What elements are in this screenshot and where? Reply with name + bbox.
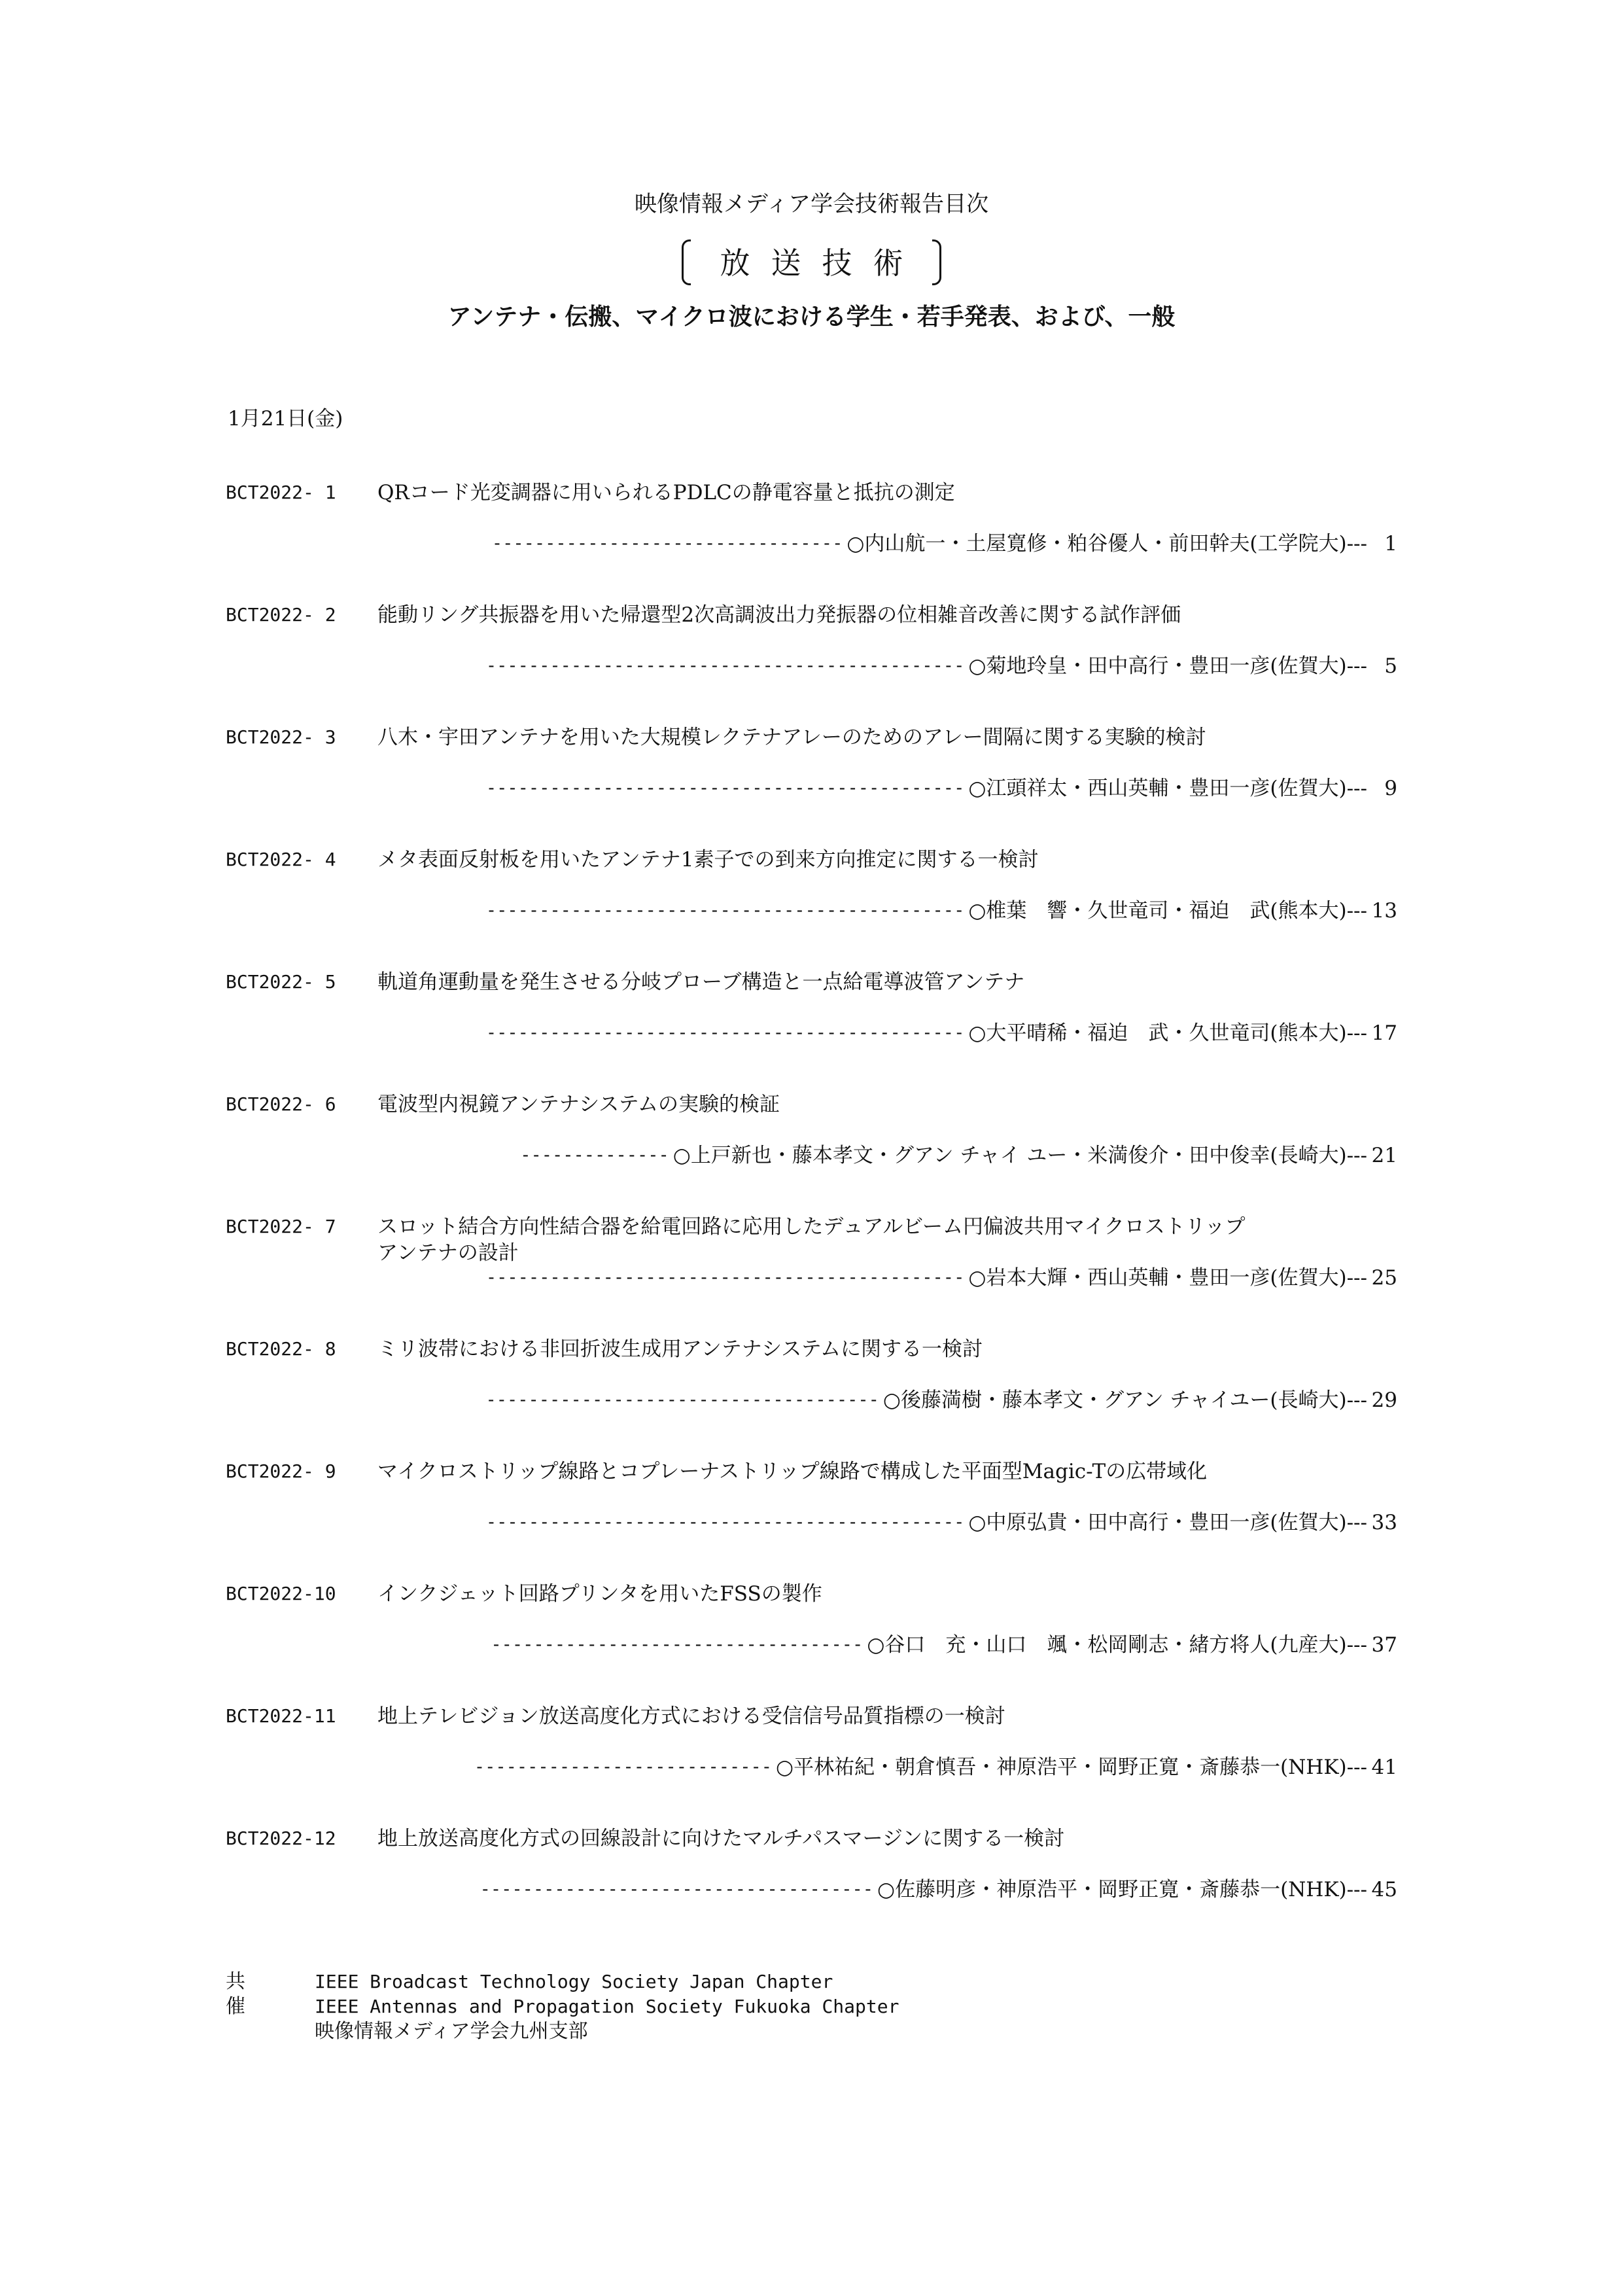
entry-authors: ○平林祐紀・朝倉慎吾・神原浩平・岡野正寛・斎藤恭一(NHK)--- xyxy=(776,1756,1367,1779)
entry-title: ミリ波帯における非回折波生成用アンテナシステムに関する一検討 xyxy=(377,1337,983,1361)
sponsor-line: IEEE Antennas and Propagation Society Fukuoka Chapter xyxy=(315,1996,899,2017)
entry-title: メタ表面反射板を用いたアンテナ1素子での到来方向推定に関する一検討 xyxy=(377,848,1039,872)
session-date: 1月21日(金) xyxy=(228,407,343,431)
entry-title: マイクロストリップ線路とコプレーナストリップ線路で構成した平面型Magic-Tの広帯域化 xyxy=(377,1460,1208,1483)
leader-dashes: ---------------------------- xyxy=(474,1757,773,1777)
entry-title: スロット結合方向性結合器を給電回路に応用したデュアルビーム円偏波共用マイクロストリップ アンテナの設計 xyxy=(377,1215,1246,1265)
entry-authors-line xyxy=(486,653,1397,679)
leader-dashes: -------------- xyxy=(520,1145,669,1165)
entry-code: BCT2022-10 xyxy=(226,1583,336,1604)
entry-title: 能動リング共振器を用いた帰還型2次高調波出力発振器の位相雑音改善に関する試作評価 xyxy=(377,603,1181,627)
entry-page-number: 33 xyxy=(1371,1511,1397,1534)
entry-authors-line xyxy=(486,1020,1397,1046)
entry-code: BCT2022- 1 xyxy=(226,482,336,503)
leader-dashes: ------------------------------------- xyxy=(485,1390,879,1410)
sponsor-lines xyxy=(315,1969,899,2044)
entry-authors: ○内山航一・土屋寛修・粕谷優人・前田幹夫(工学院大)--- xyxy=(846,532,1367,556)
leader-dashes: --------------------------------------------- xyxy=(485,656,965,676)
session-title: アンテナ・伝搬、マイクロ波における学生・若手発表、および、一般 xyxy=(447,304,1176,330)
entry-authors: ○中原弘貴・田中高行・豊田一彦(佐賀大)--- xyxy=(968,1511,1367,1534)
entry-code: BCT2022- 9 xyxy=(226,1460,336,1482)
entry-code: BCT2022-12 xyxy=(226,1828,336,1849)
entry-authors-line xyxy=(474,1754,1397,1780)
entry-page-number: 45 xyxy=(1371,1878,1397,1901)
leader-dashes: --------------------------------------------- xyxy=(485,778,965,798)
entry-authors: ○椎葉 響・久世竜司・福迫 武(熊本大)--- xyxy=(968,899,1367,923)
entry-title: 地上放送高度化方式の回線設計に向けたマルチパスマージンに関する一検討 xyxy=(377,1827,1065,1850)
entry-page-number: 21 xyxy=(1371,1144,1397,1167)
entry-authors: ○谷口 充・山口 颯・松岡剛志・緒方将人(九産大)--- xyxy=(867,1633,1367,1657)
entry-authors-line xyxy=(485,1387,1397,1413)
entry-page-number: 29 xyxy=(1371,1388,1397,1412)
entry-page-number: 9 xyxy=(1384,777,1397,800)
leader-dashes: ------------------------------------- xyxy=(480,1879,874,1899)
right-bracket xyxy=(932,239,941,285)
entry-page-number: 25 xyxy=(1371,1266,1397,1290)
entry-authors-line xyxy=(486,1265,1397,1291)
entry-authors-line xyxy=(492,531,1397,557)
entry-authors: ○江頭祥太・西山英輔・豊田一彦(佐賀大)--- xyxy=(968,777,1367,800)
leader-dashes: ----------------------------------- xyxy=(491,1634,864,1655)
subject-text: 放送技術 xyxy=(720,245,924,281)
leader-dashes: --------------------------------------------- xyxy=(485,1512,965,1532)
entry-authors-line xyxy=(491,1632,1397,1658)
entry-title: 軌道角運動量を発生させる分岐プローブ構造と一点給電導波管アンテナ xyxy=(377,970,1025,994)
entry-title: 八木・宇田アンテナを用いた大規模レクテナアレーのためのアレー間隔に関する実験的検討 xyxy=(377,726,1206,749)
leader-dashes: --------------------------------------------- xyxy=(485,900,965,921)
entry-page-number: 17 xyxy=(1371,1021,1397,1045)
entry-code: BCT2022- 8 xyxy=(226,1338,336,1360)
entry-page-number: 41 xyxy=(1371,1756,1397,1779)
entry-page-number: 5 xyxy=(1384,654,1397,678)
entry-authors-line xyxy=(486,898,1397,924)
entry-authors: ○岩本大輝・西山英輔・豊田一彦(佐賀大)--- xyxy=(968,1266,1367,1290)
entry-title: 地上テレビジョン放送高度化方式における受信信号品質指標の一検討 xyxy=(377,1704,1005,1728)
entry-page-number: 37 xyxy=(1371,1633,1397,1657)
entry-authors-line xyxy=(520,1142,1397,1169)
entry-authors: ○後藤満樹・藤本孝文・グアン チャイユー(長崎大)--- xyxy=(882,1388,1367,1412)
entry-authors: ○菊地玲皇・田中高行・豊田一彦(佐賀大)--- xyxy=(968,654,1367,678)
entry-title: 電波型内視鏡アンテナシステムの実験的検証 xyxy=(377,1093,780,1116)
entry-authors: ○佐藤明彦・神原浩平・岡野正寛・斎藤恭一(NHK)--- xyxy=(877,1878,1367,1901)
entry-code: BCT2022-11 xyxy=(226,1705,336,1727)
entry-code: BCT2022- 3 xyxy=(226,726,336,748)
entry-code: BCT2022- 2 xyxy=(226,604,336,626)
leader-dashes: --------------------------------------------- xyxy=(485,1267,965,1288)
publication-header: 映像情報メディア学会技術報告目次 xyxy=(634,191,989,217)
leader-dashes: --------------------------------- xyxy=(491,533,843,554)
entry-authors-line xyxy=(480,1877,1397,1903)
sponsor-label: 共催 xyxy=(226,1970,245,2018)
entry-authors: ○上戸新也・藤本孝文・グアン チャイ ユー・米満俊介・田中俊幸(長崎大)--- xyxy=(672,1144,1367,1167)
entry-code: BCT2022- 7 xyxy=(226,1216,336,1237)
subject-heading xyxy=(680,237,943,291)
entry-authors-line xyxy=(486,1510,1397,1536)
sponsor-line: IEEE Broadcast Technology Society Japan Chapter xyxy=(315,1971,833,1992)
entry-page-number: 13 xyxy=(1371,899,1397,923)
entry-title: QRコード光変調器に用いられるPDLCの静電容量と抵抗の測定 xyxy=(377,481,955,504)
entry-authors-line xyxy=(486,775,1397,802)
leader-dashes: --------------------------------------------- xyxy=(485,1023,965,1043)
entry-code: BCT2022- 4 xyxy=(226,849,336,870)
entry-code: BCT2022- 6 xyxy=(226,1093,336,1115)
entry-title: インクジェット回路プリンタを用いたFSSの製作 xyxy=(377,1582,822,1606)
entry-page-number: 1 xyxy=(1384,532,1397,556)
sponsor-line: 映像情報メディア学会九州支部 xyxy=(315,2020,588,2043)
entry-code: BCT2022- 5 xyxy=(226,971,336,993)
entry-authors: ○大平晴稀・福迫 武・久世竜司(熊本大)--- xyxy=(968,1021,1367,1045)
